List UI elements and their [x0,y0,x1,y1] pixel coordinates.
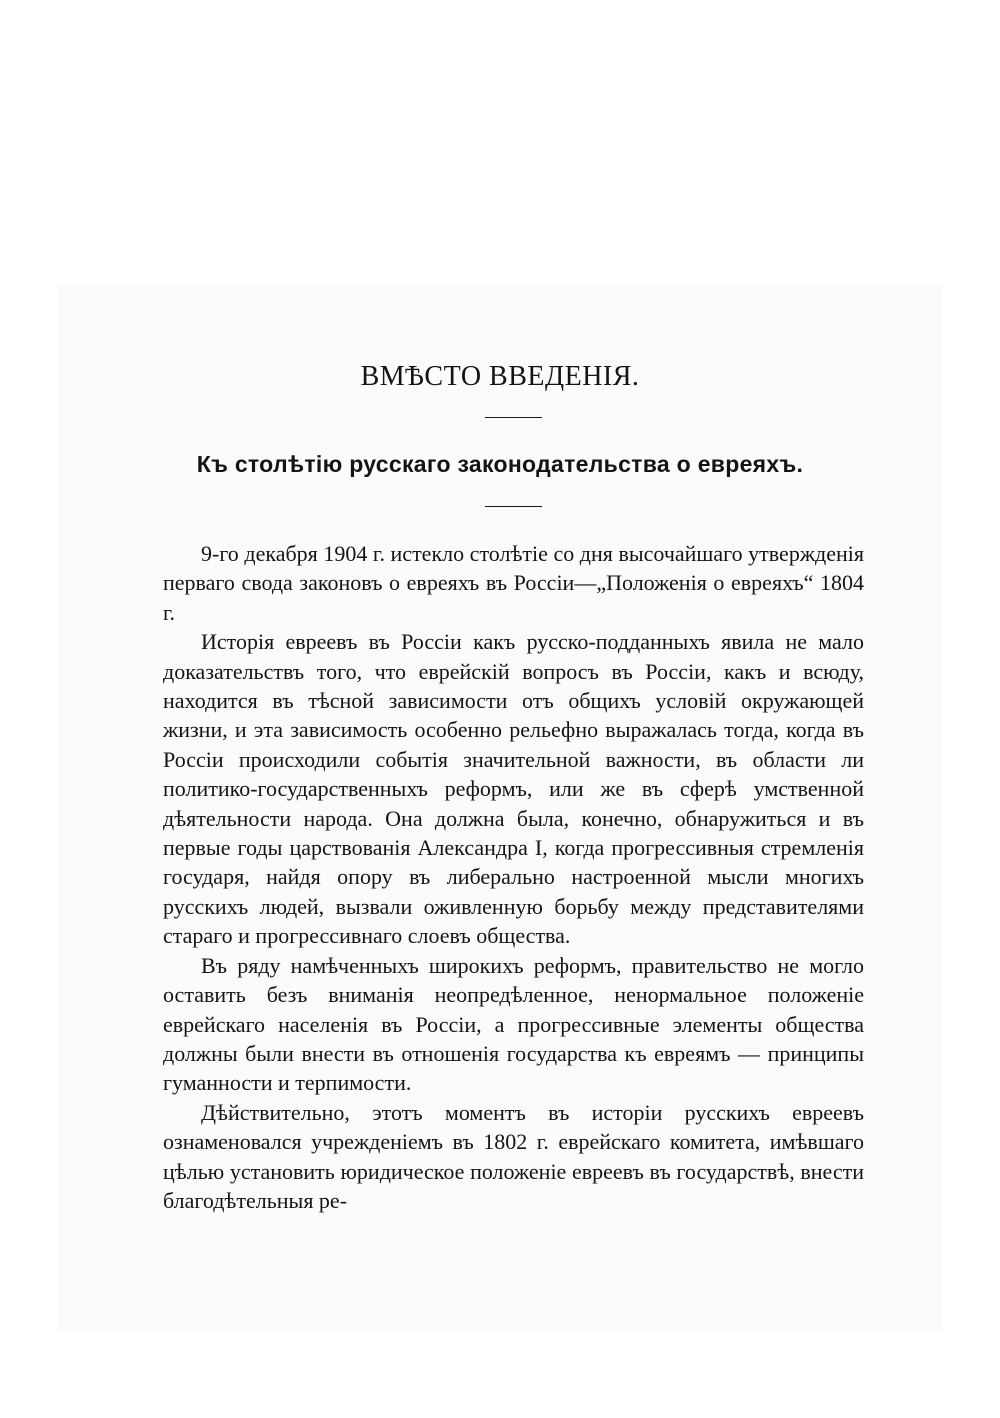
chapter-subtitle: Къ столѣтію русскаго законодательства о евреяхъ. [196,451,804,477]
paragraph: 9-го декабря 1904 г. истекло столѣтіе со дня высочайшаго утвержденія перваго свода законовъ о евреяхъ въ Россіи—„Положенія о евреяхъ“ 1804 г. [163,541,864,625]
paragraph: Въ ряду намѣченныхъ широкихъ реформъ, правительство не могло оставить безъ вниманія неопредѣленное, ненормальное положеніе еврейскаго населенія въ Россіи, а прогрессивные элементы общества должны были внести въ отношенія государства къ евреямъ — принципы гуманности и терпимости. [163,952,864,1096]
divider-rule [485,417,542,418]
page-title: ВМѢСТО ВВЕДЕНІЯ. [360,361,640,392]
paragraph: Исторія евреевъ въ Россіи какъ русско-подданныхъ явила не мало доказательствъ того, что еврейскій вопросъ въ Россіи, какъ и всюду, находится въ тѣсной зависимости отъ общихъ условій окружающей жизни, и эта зависимость особенно рельефно выражалась тогда, когда въ Россіи происходили событія значительной важности, въ области ли политико-государственныхъ реформъ, или же въ сферѣ умственной дѣятельности народа. Она должна была, конечно, обнаружиться и въ первые годы царствованія Александра I, когда прогрессивныя стремленія государя, найдя опору въ либерально настроенной мысли многихъ русскихъ людей, вызвали оживленную борьбу между представителями стараго и прогрессивнаго слоевъ общества. [163,629,864,949]
divider-rule [485,506,542,507]
body-text [163,539,864,1215]
paragraph: Дѣйствительно, этотъ моментъ въ исторіи русскихъ евреевъ ознаменовался учрежденіемъ въ 1802 г. еврейскаго комитета, имѣвшаго цѣлью установить юридическое положеніе евреевъ въ государствѣ, внести благодѣтельныя ре- [163,1099,864,1213]
